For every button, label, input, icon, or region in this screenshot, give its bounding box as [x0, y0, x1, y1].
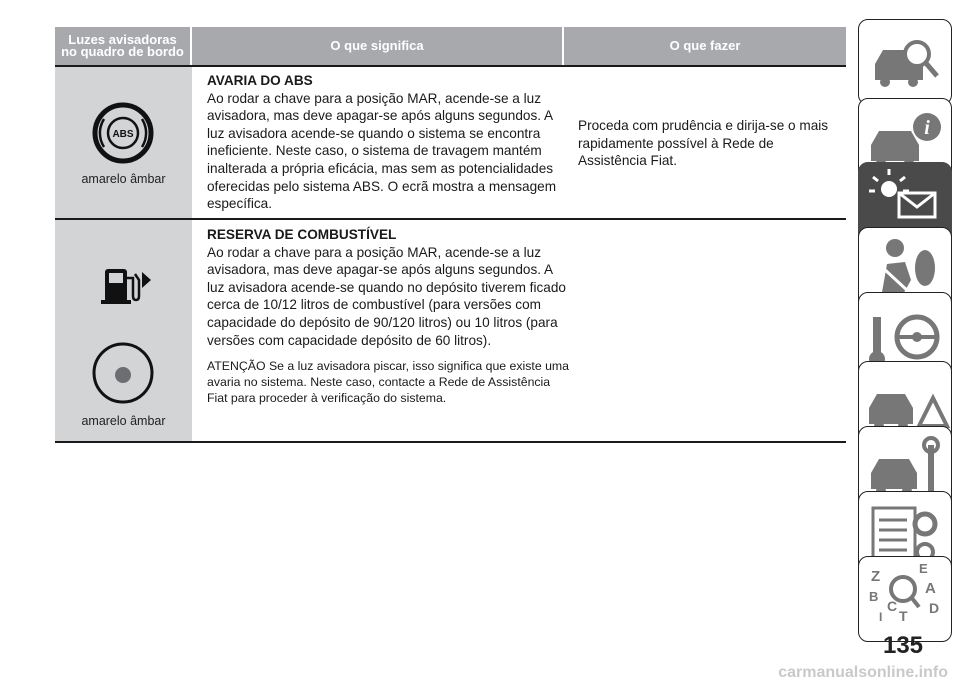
- svg-text:C: C: [887, 598, 898, 614]
- svg-text:T: T: [899, 608, 908, 624]
- row-divider: [55, 441, 846, 443]
- header-meaning: O que significa: [192, 27, 562, 65]
- svg-text:A: A: [925, 580, 936, 597]
- page-number: 135: [882, 632, 924, 659]
- warning-description: Ao rodar a chave para a posição MAR, acende-se a luz avisadora, mas deve apagar-se após alguns segundos. A luz avisadora acende-se quando o sistema se encontra ineficiente. Neste caso, o sistema de travagem mantém inalterada a própria eficácia, mas sem as potencialidades oferecidas pelo sistema ABS. O ecrã mostra a mensagem específica.: [207, 90, 557, 212]
- svg-text:I: I: [879, 610, 883, 624]
- svg-text:D: D: [929, 600, 940, 616]
- color-label: amarelo âmbar: [81, 414, 166, 428]
- warning-description: Ao rodar a chave para a posição MAR, acende-se a luz avisadora, mas deve apagar-se após alguns segundos. A luz avisadora acende-se quando no depósito tiverem ficado cerca de 10/12 litros de combustível (para versões com capacidade do depósito de 90/120 litros) ou 10 litros (para versões com capacidade depósito de 60 litros).: [207, 244, 566, 348]
- alphabet-index-icon: [859, 557, 953, 643]
- header-warning-lights: Luzes avisadoras no quadro de bordo: [55, 27, 190, 65]
- warning-note: ATENÇÃO Se a luz avisadora piscar, isso significa que existe uma avaria no sistema. Neste caso, contacte a Rede de Assistência Fiat para proceder à verificação do sistema.: [207, 359, 570, 406]
- icon-cell: [55, 67, 192, 218]
- header-action: O que fazer: [564, 27, 846, 65]
- meaning-cell: [207, 72, 569, 213]
- svg-text:Z: Z: [871, 568, 881, 585]
- action-cell: Proceda com prudência e dirija-se o mais rapidamente possível à Rede de Assistência Fiat.: [578, 118, 829, 169]
- tab-index[interactable]: [858, 556, 952, 642]
- low-fuel-indicator-icon: [55, 340, 192, 410]
- warning-title: RESERVA DE COMBUSTÍVEL: [207, 227, 397, 242]
- table-row: [55, 220, 846, 441]
- tab-car-search[interactable]: [858, 19, 952, 105]
- icon-cell: [55, 220, 192, 441]
- footer-watermark: carmanualsonline.info: [778, 664, 948, 681]
- meaning-cell: [207, 226, 569, 406]
- car-search-icon: [859, 20, 953, 106]
- warning-title: AVARIA DO ABS: [207, 73, 313, 88]
- svg-text:E: E: [919, 561, 928, 576]
- fuel-pump-icon: [55, 220, 192, 310]
- svg-text:ABS: ABS: [112, 129, 134, 140]
- color-label: amarelo âmbar: [81, 172, 166, 186]
- svg-text:i: i: [924, 117, 930, 139]
- table-row: [55, 67, 846, 218]
- abs-warning-icon: [55, 67, 192, 167]
- svg-text:B: B: [869, 589, 879, 604]
